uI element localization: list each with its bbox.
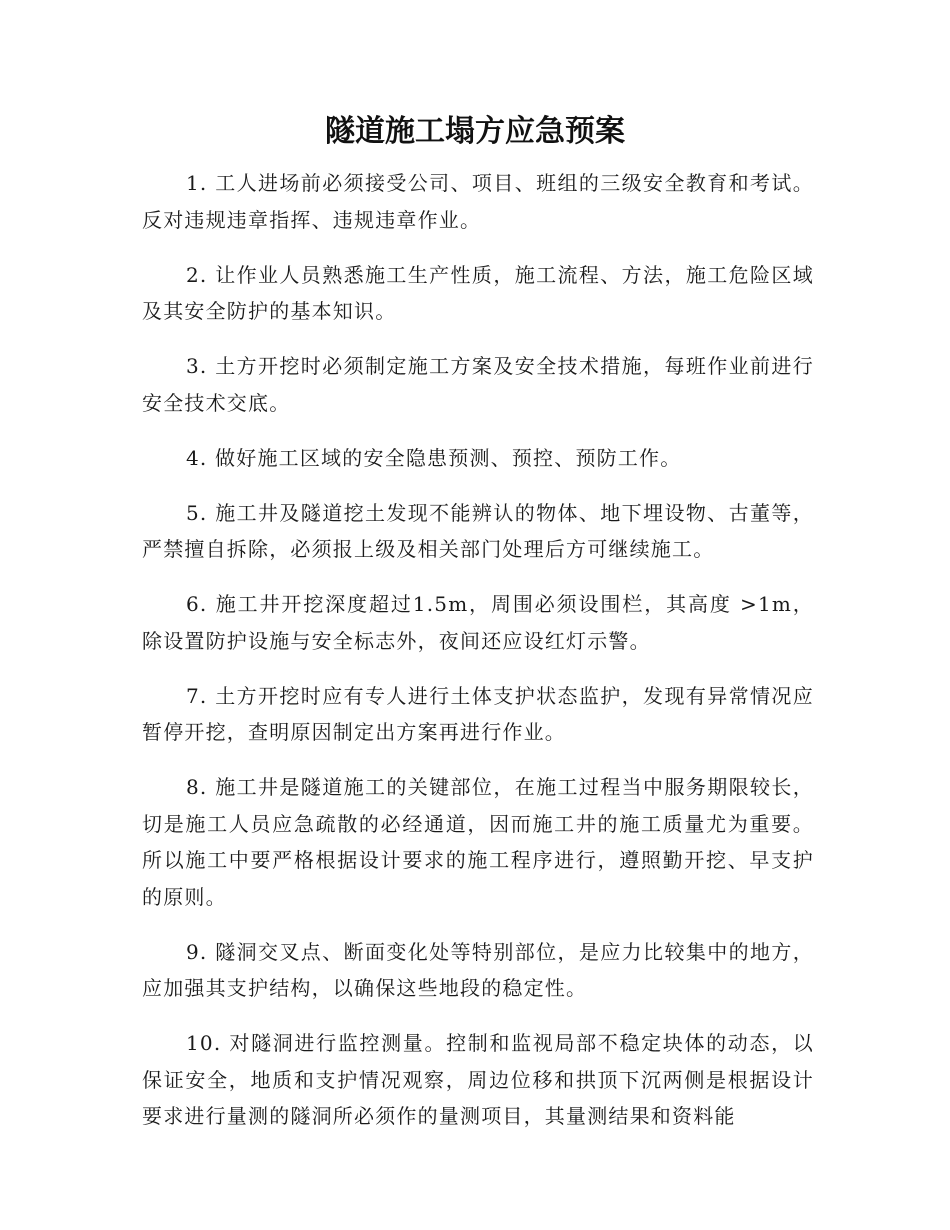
- paragraph-8: 8. 施工井是隧道施工的关键部位，在施工过程当中服务期限较长，切是施工人员应急疏散的必经通道，因而施工井的施工质量尤为重要。所以施工中要严格根据设计要求的施工程序进行，遵照勤开挖、早支护的原则。: [142, 775, 814, 909]
- paragraph-2: 2. 让作业人员熟悉施工生产性质，施工流程、方法，施工危险区域及其安全防护的基本知识。: [142, 262, 814, 323]
- paragraph-7: 7. 土方开挖时应有专人进行土体支护状态监护，发现有异常情况应暂停开挖，查明原因制定出方案再进行作业。: [142, 683, 814, 744]
- paragraph-10: 10. 对隧洞进行监控测量。控制和监视局部不稳定块体的动态，以保证安全，地质和支护情况观察，周边位移和拱顶下沉两侧是根据设计要求进行量测的隧洞所必须作的量测项目，其量测结果和资料能: [142, 1031, 814, 1128]
- paragraph-3: 3. 土方开挖时必须制定施工方案及安全技术措施，每班作业前进行安全技术交底。: [142, 354, 814, 415]
- document-title: 隧道施工塌方应急预案: [325, 114, 625, 149]
- paragraph-6: 6. 施工井开挖深度超过1.5m，周围必须设围栏，其高度 >1m，除设置防护设施与安全标志外，夜间还应设红灯示警。: [142, 592, 814, 653]
- paragraph-1: 1. 工人进场前必须接受公司、项目、班组的三级安全教育和考试。反对违规违章指挥、违规违章作业。: [142, 171, 814, 232]
- paragraph-9: 9. 隧洞交叉点、断面变化处等特别部位，是应力比较集中的地方，应加强其支护结构，以确保这些地段的稳定性。: [142, 939, 814, 1000]
- paragraph-5: 5. 施工井及隧道挖土发现不能辨认的物体、地下埋设物、古董等，严禁擅自拆除，必须报上级及相关部门处理后方可继续施工。: [142, 500, 814, 561]
- paragraph-4: 4. 做好施工区域的安全隐患预测、预控、预防工作。: [186, 445, 682, 470]
- document-body: [142, 165, 814, 1153]
